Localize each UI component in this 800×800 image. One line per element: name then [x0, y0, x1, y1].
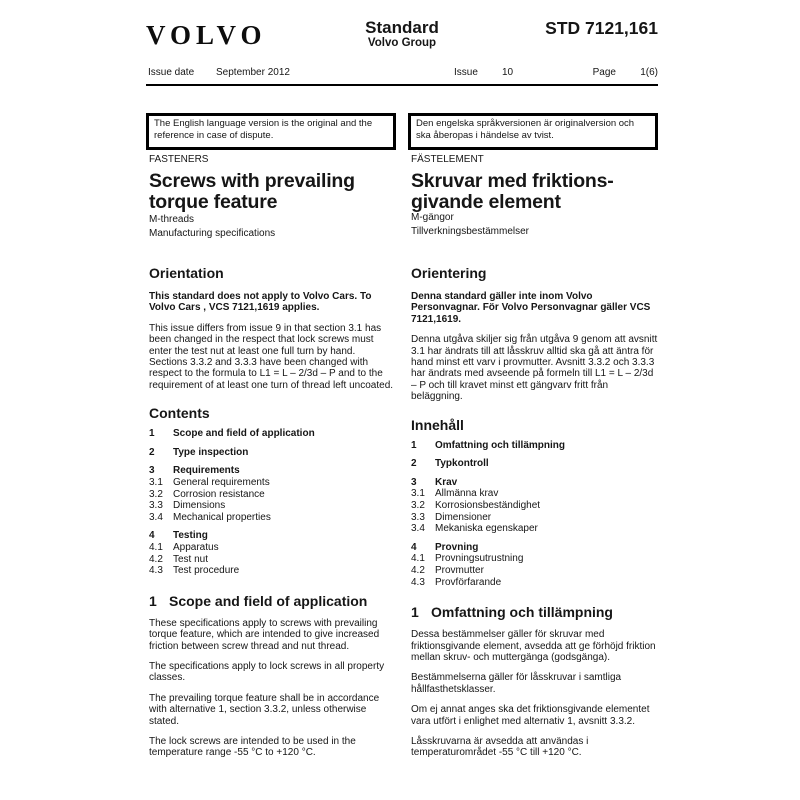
- toc-row: [411, 500, 658, 512]
- orientation-paragraphs-en: [149, 291, 396, 391]
- paragraph: The prevailing torque feature shall be in accordance with alternative 1, section 3.3.2, unless otherwise stated.: [149, 692, 380, 727]
- toc-row: [149, 554, 396, 566]
- document-title-english: Screws with prevailing torque feature: [149, 170, 355, 213]
- page-number: 1(6): [640, 67, 658, 78]
- toc-item-number: 4.1: [411, 553, 425, 565]
- column-swedish: [408, 239, 658, 768]
- table-of-contents-sv: [411, 440, 658, 589]
- toc-item-label: Typkontroll: [435, 458, 489, 470]
- toc-item-label: Corrosion resistance: [173, 488, 265, 500]
- toc-item-label: Provningsutrustning: [435, 553, 524, 565]
- section1-heading-sv: [411, 605, 658, 620]
- paragraph: These specifications apply to screws with prevailing torque feature, which are intended to give increased friction between screw thread and nut thread.: [149, 617, 380, 652]
- toc-item-number: 1: [411, 439, 417, 451]
- toc-row: [149, 428, 396, 440]
- toc-row: [411, 477, 658, 489]
- toc-row: [411, 523, 658, 535]
- toc-item-label: Apparatus: [173, 542, 219, 553]
- issue-label: Issue: [454, 67, 478, 78]
- disclaimer-box-english: The English language version is the original and the reference in case of dispute.: [146, 113, 396, 150]
- toc-item-label: Mechanical properties: [173, 511, 271, 523]
- toc-item-number: 4: [411, 541, 417, 553]
- standard-document: [146, 16, 658, 768]
- toc-row: [149, 530, 396, 542]
- toc-row: [411, 512, 658, 524]
- toc-item-number: 2: [411, 458, 417, 470]
- document-type: Standard: [365, 18, 439, 37]
- page-label: Page: [592, 67, 616, 78]
- toc-item-label: Dimensioner: [435, 511, 492, 523]
- organization-name: Volvo Group: [367, 37, 437, 49]
- toc-row: [149, 477, 396, 489]
- toc-row: [149, 465, 396, 477]
- issue-number: 10: [502, 67, 514, 78]
- header-divider: [146, 84, 658, 86]
- toc-item-number: 3.3: [149, 500, 163, 512]
- toc-item-label: Provmutter: [435, 565, 484, 576]
- toc-item-number: 4.3: [149, 565, 163, 577]
- toc-row: [149, 542, 396, 554]
- toc-item-number: 4.1: [149, 542, 163, 553]
- standard-number: STD 7121,161: [545, 18, 658, 38]
- toc-item-label: Requirements: [173, 465, 240, 477]
- toc-item-label: Test nut: [173, 553, 209, 565]
- section1-heading-en: [149, 594, 396, 609]
- title-row: [146, 166, 658, 212]
- issue-date-value: September 2012: [216, 67, 290, 78]
- toc-item-number: 3.4: [149, 511, 163, 523]
- toc-row: [149, 489, 396, 501]
- section1-paragraphs-sv: [411, 629, 658, 759]
- toc-item-label: Provning: [435, 541, 479, 553]
- subtitle-spec-english: Manufacturing specifications: [149, 227, 276, 239]
- contents-heading-en: Contents: [149, 405, 210, 422]
- disclaimer-row: [146, 113, 658, 150]
- document-title-swedish: Skruvar med friktionsgivande element: [411, 170, 614, 213]
- toc-item-number: 4.2: [149, 553, 163, 565]
- toc-row: [411, 440, 658, 452]
- subtitle-threads-english: M-threads: [149, 214, 195, 225]
- toc-row: [149, 500, 396, 512]
- paragraph: Denna utgåva skiljer sig från utgåva 9 genom att avsnitt 3.1 har ändrats till att låsskruv alltid ska gå att äntra för hand minst ett varv i provmutter. Avsnitt 3.3.2 och 3.3.3 har ändrats med avseende på formeln till L1 = L – 2/3d – P och till kravet minst ett gängvarv fritt från beläggning.: [411, 334, 658, 403]
- section1-number-en: 1: [149, 592, 157, 609]
- toc-item-label: Korrosionsbeständighet: [435, 500, 541, 512]
- toc-row: [149, 565, 396, 577]
- document-header: [146, 16, 658, 50]
- toc-item-number: 3.2: [411, 500, 425, 512]
- toc-item-label: Scope and field of application: [173, 428, 315, 440]
- body-columns: [146, 239, 658, 768]
- toc-item-number: 2: [149, 446, 155, 458]
- column-english: [146, 239, 396, 768]
- toc-row: [411, 577, 658, 589]
- toc-row: [411, 542, 658, 554]
- toc-item-number: 3: [149, 465, 155, 477]
- toc-item-label: Mekaniska egenskaper: [435, 523, 538, 535]
- toc-item-label: General requirements: [173, 477, 270, 489]
- disclaimer-box-swedish: Den engelska språkversionen är originalversion och ska åberopas i händelse av tvist.: [408, 113, 658, 150]
- table-of-contents-en: [149, 428, 396, 577]
- category-english: FASTENERS: [149, 154, 209, 165]
- toc-item-label: Dimensions: [173, 500, 226, 512]
- issue-date-label: Issue date: [148, 67, 195, 78]
- toc-item-number: 3.1: [411, 488, 425, 500]
- toc-row: [411, 488, 658, 500]
- toc-item-number: 3: [411, 476, 417, 488]
- toc-item-label: Provförfarande: [435, 576, 502, 588]
- subtitle-threads-swedish: M-gängor: [411, 212, 454, 223]
- paragraph: The lock screws are intended to be used in the temperature range -55 °C to +120 °C.: [149, 736, 356, 759]
- contents-heading-sv: Innehåll: [411, 416, 464, 433]
- category-row: [146, 150, 658, 166]
- toc-row: [149, 512, 396, 524]
- paragraph: Låsskruvarna är avsedda att användas i temperaturområdet -55 °C till +120 °C.: [411, 736, 589, 759]
- orientation-paragraphs-sv: [411, 291, 658, 403]
- toc-row: [149, 447, 396, 459]
- section1-number-sv: 1: [411, 604, 419, 621]
- toc-row: [411, 565, 658, 577]
- paragraph: Dessa bestämmelser gäller för skruvar med friktionsgivande element, avsedda att ge förhöjd friktion mellan skruv- och muttergänga (godsgänga).: [411, 629, 656, 663]
- paragraph: The specifications apply to lock screws in all property classes.: [149, 661, 385, 684]
- subtitle-row-2: [146, 226, 658, 240]
- section1-title-sv: Omfattning och tillämpning: [431, 604, 613, 621]
- paragraph: Om ej annat anges ska det friktionsgivande elementet vara utfört i enlighet med alternativ 1, avsnitt 3.3.2.: [411, 704, 650, 727]
- toc-row: [411, 553, 658, 565]
- header-center: [365, 18, 439, 50]
- orientation-heading-en: Orientation: [149, 265, 224, 281]
- toc-item-number: 3.4: [411, 523, 425, 535]
- toc-item-number: 3.3: [411, 511, 425, 523]
- toc-item-number: 3.2: [149, 488, 163, 500]
- volvo-logo: VOLVO: [146, 20, 267, 50]
- toc-item-label: Type inspection: [173, 446, 249, 458]
- toc-item-label: Testing: [173, 530, 208, 542]
- issue-info-row: [146, 67, 658, 79]
- subtitle-spec-swedish: Tillverkningsbestämmelser: [411, 225, 529, 237]
- toc-item-label: Test procedure: [173, 565, 240, 577]
- paragraph: Bestämmelserna gäller för låsskruvar i samtliga hållfasthetsklasser.: [411, 672, 622, 695]
- toc-item-label: Omfattning och tillämpning: [435, 439, 565, 451]
- paragraph: This standard does not apply to Volvo Cars. To Volvo Cars , VCS 7121,1619 applies.: [149, 291, 372, 314]
- toc-item-label: Allmänna krav: [435, 488, 499, 500]
- toc-item-number: 1: [149, 428, 155, 440]
- section1-paragraphs-en: [149, 618, 396, 759]
- paragraph: This issue differs from issue 9 in that section 3.1 has been changed in the respect that lock screws must enter the test nut at least one full turn by hand. Sections 3.3.2 and 3.3.3 have been changed with respect to the formula to L1 = L – 2/3d – P and to the requirement of at least one turn of thread left uncoated.: [149, 322, 394, 391]
- toc-row: [411, 458, 658, 470]
- section1-title-en: Scope and field of application: [169, 592, 368, 609]
- toc-item-number: 3.1: [149, 477, 163, 489]
- subtitle-row-1: [146, 212, 658, 226]
- toc-item-number: 4: [149, 530, 155, 542]
- toc-item-label: Krav: [435, 476, 458, 488]
- paragraph: Denna standard gäller inte inom Volvo Personvagnar. För Volvo Personvagnar gäller VCS 7121,1619.: [411, 291, 651, 325]
- orientation-heading-sv: Orientering: [411, 265, 487, 281]
- toc-item-number: 4.3: [411, 576, 425, 588]
- toc-item-number: 4.2: [411, 565, 425, 576]
- category-swedish: FÄSTELEMENT: [411, 154, 484, 165]
